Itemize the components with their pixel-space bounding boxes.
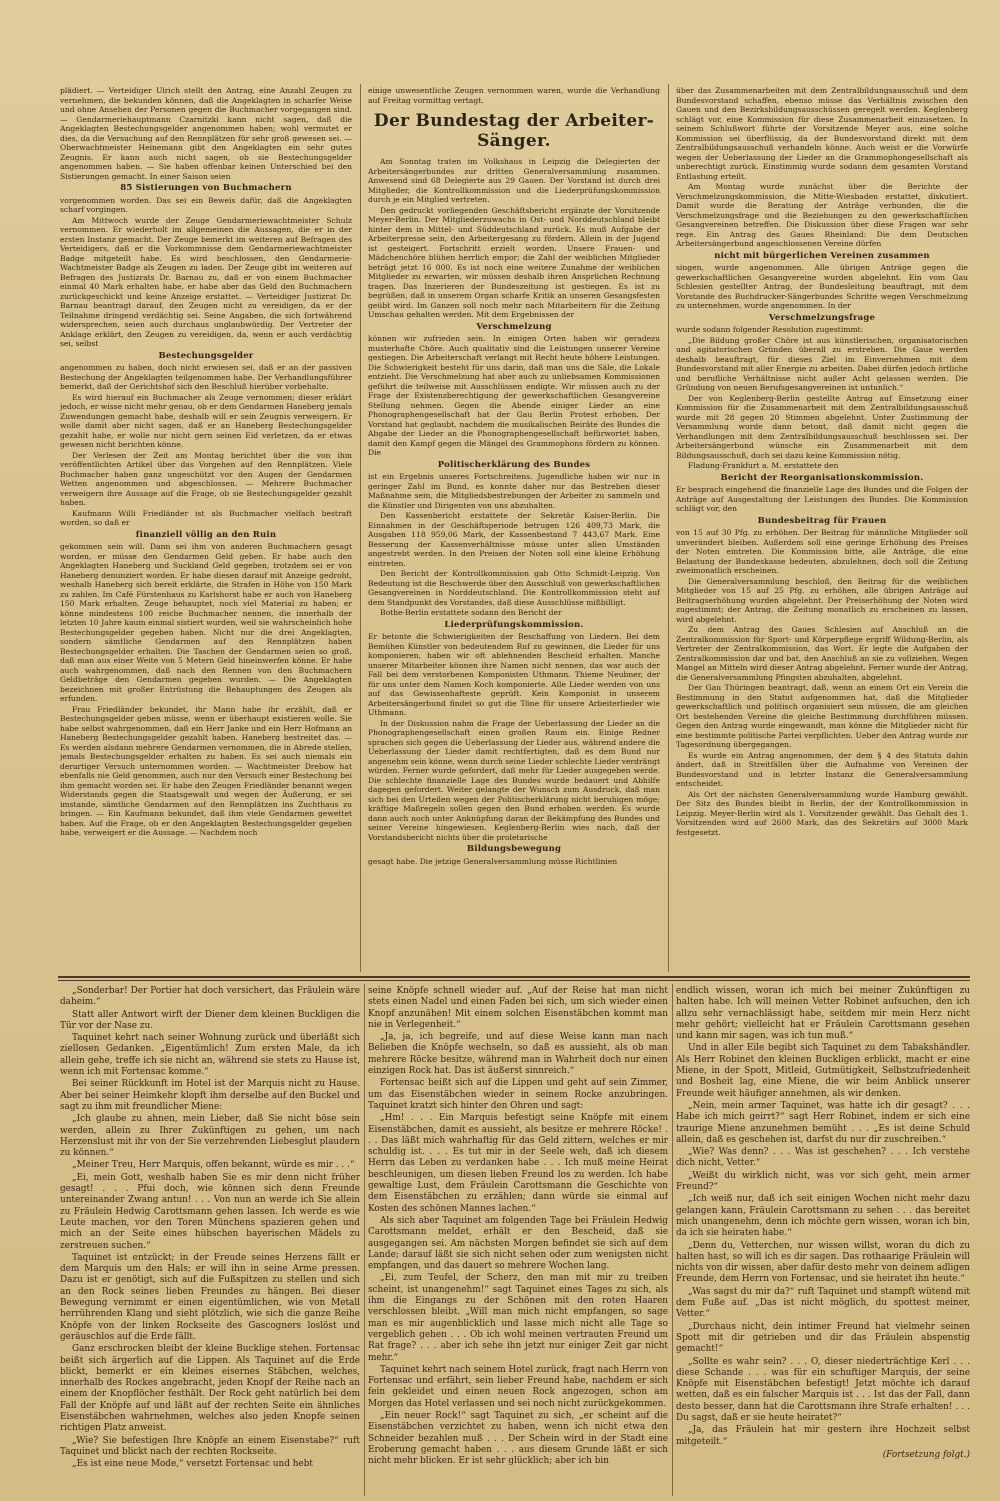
paragraph: „Weißt du wirklich nicht, was vor sich geht, mein armer Freund?“: [676, 1170, 970, 1193]
paragraph: Fortensac beißt sich auf die Lippen und geht auf sein Zimmer, um das Eisenstäbchen wieder in seinem Rocke anzubringen. Taquinet kratzt sich hinter den Ohren und sagt:: [368, 1078, 668, 1111]
subheading: Bestechungsgelder: [158, 350, 254, 361]
article-column-saenger: [368, 86, 660, 971]
paragraph: „Ein neuer Rock!“ sagt Taquinet zu sich, „er scheint auf die Eisenstäbchen verzichtet zu haben, wenn ich nicht etwa den Schneider bezahlen muß . . . Der Schein wird in der Stadt eine Eroberung gemacht haben . . . aus diesem Grunde läßt er sich nicht mehr blicken. Er ist sehr glücklich; aber ich bin: [368, 1410, 668, 1467]
subheading: nicht mit bürgerlichen Vereinen zusammen: [714, 250, 930, 261]
paragraph: singen, wurde angenommen. Alle übrigen Anträge gegen die gewerkschaftlichen Gesangvereine wurden abgelehnt. Ein vom Gau Schlesien gestellter Antrag, der Bundesleitung beauftragt, mit dem Vorstande des Buchdrucker-Sängerbundes Schritte wegen Verschmelzung zu unternehmen, wurde angenommen. In der: [676, 263, 968, 310]
paragraph: endlich wissen, woran ich mich bei meiner Zukünftigen zu halten habe. Ich will meinen Vetter Robinet aufsuchen, den ich allzu sehr vernachlässigt habe, seitdem mir mein Herz nicht mehr gehört; vielleicht hat er Fräulein Carottsmann gesehen und kann mir sagen, was ich tun muß.“: [676, 986, 970, 1042]
paragraph: Die Generalversammlung beschloß, den Beitrag für die weiblichen Mitglieder von 15 auf 25 Pfg. zu erhöhen, alle übrigen Anträge auf Beitragserhöhung wurden abgelehnt. Der Preiserhöhung der Noten wird zugestimmt; der Antrag, die Zeitung monatlich zu erscheinen zu lassen, wird abgelehnt.: [676, 576, 968, 624]
paragraph: „Wie? Was denn? . . . Was ist geschehen? . . . Ich verstehe dich nicht, Vetter.“: [676, 1147, 970, 1169]
paragraph: „Was sagst du mir da?“ ruft Taquinet und stampft wütend mit dem Fuße auf. „Das ist nicht möglich, du spottest meiner, Vetter.“: [676, 1286, 970, 1320]
paragraph: Taquinet kehrt nach seinem Hotel zurück, fragt nach Herrn von Fortensac und erfährt, sein lieber Freund habe, nachdem er sich fein gekleidet und einen neuen Rock angezogen, schon am Morgen das Hotel verlassen und sei noch nicht zurückgekommen.: [368, 1364, 668, 1409]
paragraph: „Meiner Treu, Herr Marquis, offen bekannt, würde es mir . . .“: [72, 1160, 355, 1171]
paragraph: „Hm! . . . Ein Marquis befestigt seine Knöpfe mit einem Eisenstäbchen, damit es aussieht, als besitze er mehrere Röcke! . . . Das läßt mich wahrhaftig für das Geld zittern, welches er mir schuldig ist. . . . Es tut mir in der Seele weh, daß ich diesem Herrn das Leben zu verdanken habe . . . Ich muß meine Heirat beschleunigen, um diesen lieben Freund los zu werden. Ich habe gewaltige Lust, dem Fräulein Carottsmann die Geschichte von dem Eisenstäbchen zu erzählen; dann würde sie einmal auf Kosten des schönen Mannes lachen.“: [368, 1113, 668, 1214]
paragraph: Fladung-Frankfurt a. M. erstattete den: [688, 461, 839, 470]
paragraph: „Sollte es wahr sein? . . . O, dieser niederträchtige Kerl . . . diese Schande . . . was für ein schuftiger Marquis, der seine Knöpfe mit Eisenstäbchen befestigt! Jetzt möchte ich darauf wetten, daß es ein falscher Marquis ist . . . Ist das der Fall, dann desto besser, dann hat die Carottsmann ihre Strafe erhalten! . . . Du sagst, daß er sie heute heiratet?“: [676, 1356, 970, 1423]
paragraph: „Die Bildung großer Chöre ist aus künstlerischen, organisatorischen und agitatorischen Gründen überall zu erstreben. Die Gaue werden deshalb beauftragt, für dieses Ziel im Einvernehmen mit dem Bundesvorstand mit aller Energie zu arbeiten. Dabei dürfen jedoch örtliche und berufliche Verhältnisse nicht außer Acht gelassen werden. Die Gründung von neuen Berufsgesangvereinen ist untunlich.“: [676, 335, 968, 392]
serial-column-1: [60, 986, 360, 1496]
paragraph: Als sich aber Taquinet am folgenden Tage bei Fräulein Hedwig Carottsmann meldet, erhält er den Bescheid, daß sie ausgegangen sei. Am nächsten Morgen befindet sie sich auf dem Lande; darauf läßt sie sich nicht sehen oder zum wenigsten nicht empfangen, und das dauert so mehrere Wochen lang.: [368, 1215, 668, 1272]
subheading: Verschmelzungsfrage: [768, 312, 876, 323]
column-divider: [672, 984, 673, 1496]
paragraph: „Ei, mein Gott, weshalb haben Sie es mir denn nicht früher gesagt! . . . Pfui doch, wie können sich denn Freunde untereinander Zwang antun! . . . Von nun an werde ich Sie allein zu Fräulein Hedwig Carottsmann gehen lassen. Ich werde es wie Leute machen, vor den Toren Münchens spazieren gehen und mich an der Seite eines hübschen bayerischen Mädels zu zerstreuen suchen.“: [60, 1172, 360, 1251]
paragraph: wurde sodann folgender Resolution zugestimmt:: [676, 325, 864, 334]
paragraph: Den Bericht der Kontrollkommission gab Otto Schmidt-Leipzig. Von Bedeutung ist die Beschwerde über den Ausschluß von gewerkschaftlichen Gesangvereinen in Norddeutschland. Die Kontrollkommission steht auf dem Standpunkt des Vorstandes, daß diese Ausschlüsse mißbilligt.: [368, 569, 660, 607]
paragraph: gesagt habe. Die jetzige Generalversammlung müsse Richtlinien: [368, 856, 618, 866]
paragraph: plädiert. — Verteidiger Ulrich stellt den Antrag, eine Anzahl Zeugen zu vernehmen, die bekunden können, daß die Angeklagten in scharfer Weise und ohne Ansehen der Personen gegen die Buchmacher vorgegangen sind. — Gendarmeriehauptmann Czarnitzki kann nicht sagen, daß die Angeklagten Bestechungsgelder angenommen haben; wohl vermutet er dies, da die Versuchung auf den Rennplätzen für sehr groß gewesen sei. — Oberwachtmeister Heinemann gibt den Angeklagten ein sehr gutes Zeugnis. Er kann auch nicht sagen, ob sie Bestechungsgelder angenommen haben. — Sie haben offenbar keinen Unterschied bei den Sistierungen gemacht. In einer Saison seien: [60, 86, 352, 181]
serial-column-2: [368, 986, 668, 1496]
paragraph: Ganz erschrocken bleibt der kleine Bucklige stehen. Fortensac beißt sich ärgerlich auf die Lippen. Als Taquinet auf die Erde blickt, bemerkt er ein kleines eisernes Stäbchen, welches, innerhalb des Rockes angebracht, jeden Knopf der Reihe nach an einem der Knopflöcher festhält. Der Rock geht natürlich bei dem Fall der Knöpfe auf und läßt auf der rechten Seite ein ähnliches Eisenstäbchen wahrnehmen, welches also jeden Knopfe seinen richtigen Platz anweist.: [60, 1344, 360, 1434]
paragraph: Der von Keglenberg-Berlin gestellte Antrag auf Einsetzung einer Kommission für die Zusammenarbeit mit dem Zentralbildungsausschuß wurde mit 28 gegen 20 Stimmen abgelehnt. Unter Zustimmung der Versammlung wurde dann betont, daß damit nicht gegen die Verhandlungen mit dem Zentralbildungsausschuß beschlossen sei. Der Arbeitersängerbund wünsche ein Zusammenarbeit mit dem Bildungsausschuß, doch sei dazu keine Kommission nötig.: [676, 393, 968, 460]
paragraph: „Es ist eine neue Mode,“ versetzt Fortensac und hebt: [72, 1459, 313, 1470]
paragraph: Es wurde ein Antrag angenommen, der dem § 4 des Statuts dahin ändert, daß in Streitfällen über die Aufnahme von Vereinen der Bundesvorstand und in letzter Instanz die Generalversammlung entscheidet.: [676, 750, 968, 788]
paragraph: „Durchaus nicht, dein intimer Freund hat vielmehr seinen Spott mit dir getrieben und dir das Fräulein abspenstig gemacht!“: [676, 1321, 970, 1355]
paragraph: Bothe-Berlin erstattete sodann den Bericht der: [380, 608, 562, 617]
continuation-note: (Fortsetzung folgt.): [882, 1449, 970, 1460]
subheading: Bildungsbewegung: [466, 844, 562, 854]
paragraph: Den Kassenbericht erstattete der Sekretär Kaiser-Berlin. Die Einnahmen in der Geschäftsperiode betrugen 126 409,73 Mark, die Ausgaben 118 959,06 Mark, der Kassenbestand 7 443,67 Mark. Eine Besserung der Kassenverhältnisse müsse unter allen Umständen angestrebt werden. In den Preisen der Noten soll eine kleine Erhöhung eintreten.: [368, 511, 660, 568]
paragraph: „Ich glaube zu ahnen, mein Lieber, daß Sie nicht böse sein werden, allein zu Ihrer Zukünftigen zu gehen, um nach Herzenslust mit ihr von der Sie verzehrenden Liebesglut plaudern zu können.“: [60, 1114, 360, 1159]
paragraph: gekommen sein will. Dann sei ihm von anderen Buchmachern gesagt worden, er müsse den Gendarmen Geld geben. Er habe auch den Angeklagten Haneberg und Suckland Geld gegeben, trotzdem sei er von Haneberg denunziert worden. Er habe diesen darauf mit Anzeige gedroht, weshalb Haneberg sich bereit erklärte, die Strafen in Höhe von 150 Mark zu zahlen. Im Café Fürstenhaus zu Karlshorst habe er auch von Haneberg 150 Mark erhalten. Zeuge behauptet, noch viel Material zu haben; er könne mindestens 100 reiche Buchmacher nennen, die innerhalb der letzten 10 Jahre kaum einmal sistiert wurden, weil sie wahrscheinlich hohe Bestechungsgelder gegeben haben. Nicht nur die drei Angeklagten, sondern sämtliche Gendarmen auf den Rennplätzen haben Bestechungsgelder erhalten. Die Taschen der Gendarmen seien so groß, daß man aus einer Weite von 5 Metern Geld hineinwerfen könne. Er habe auch wahrgenommen, daß nach den Rennen von den Buchmachern Geldbeträge den Gendarmen gegeben wurden. — Die Angeklagten bezeichnen mit großer Entrüstung die Behauptungen des Zeugen als erfunden.: [60, 542, 352, 703]
subheading: Verschmelzung: [476, 321, 552, 332]
paragraph: über das Zusammenarbeiten mit dem Zentralbildungsausschuß und dem Bundesvorstand schaffen, ebenso müsse das Verhältnis zwischen den Gauen und den Bezirksbildungsausschüssen geregelt werden. Keglenberg schlägt vor, eine Kommission für diese Zusammenarbeit einzusetzen. In seinem Schlußwort führte der Vorsitzende Meyer aus, eine solche Kommission sei überflüssig, da der Bundesvorstand direkt mit dem Zentralbildungsausschuß verhandeln könne. Auch weist er die Vorwürfe wegen der Ueberlassung der Lieder an die Grammophongesellschaft als unberechtigt zurück. Einstimmig wurde sodann dem gesamten Vorstand Entlastung erteilt.: [676, 86, 968, 181]
paragraph: „Ich weiß nur, daß ich seit einigen Wochen nicht mehr dazu gelangen kann, Fräulein Carottsmann zu sehen . . . das bereitet mich unangenehm, denn ich möchte gern wissen, woran ich bin, da ich sie heiraten habe.“: [676, 1194, 970, 1239]
paragraph: Als Ort der nächsten Generalversammlung wurde Hamburg gewählt. Der Sitz des Bundes bleibt in Berlin, der der Kontrollkommission in Leipzig. Meyer-Berlin wird als 1. Vorsitzender gewählt. Das Gehalt des 1. Vorsitzenden wird auf 2600 Mark, das des Sekretärs auf 3000 Mark festgesetzt.: [676, 789, 968, 837]
paragraph: Der Gau Thüringen beantragt, daß, wenn an einem Ort ein Verein die Bestimmung in den Statut aufgenommen hat, daß die Mitglieder gewerkschaftlich und politisch organisiert sein müssen, die am gleichen Ort bestehenden Vereine die gleiche Bestimmung durchführen müssen. Gegen den Antrag wurde eingewandt, man könne die Mitglieder nicht für eine bestimmte politische Partei verpflichten. Ueber den Antrag wurde zur Tagesordnung übergegangen.: [676, 683, 968, 749]
paragraph: Den gedruckt vorliegenden Geschäftsbericht ergänzte der Vorsitzende Meyer-Berlin. Der Mitgliederzuwachs in Ost- und Norddeutschland bleibt hinter dem in Mittel- und Süddeutschland zurück. Es muß Aufgabe der Arbeiterpresse sein, den Arbeitergesang zu fördern. Allein in der Jugend ist gesteigert. Fortschritt erzielt worden. Unsere Frauen- und Mädchenchöre blühen herrlich empor; die Zahl der weiblichen Mitglieder beträgt jetzt 16 000. Es ist noch eine weitere Zunahme der weiblichen Mitglieder zu erwarten, wir müssen deshalb ihren Ansprüchen Rechnung tragen. Das Inzerieren der Bundeszeitung ist gestiegen. Es ist zu begrüßen, daß in unserem Organ scharfe Kritik an unseren Gesangsfesten geübt wird. Im Ganzen soll noch mehr nach Mitarbeitern für die Zeitung Umschau gehalten werden. Mit dem Ergebnissen der: [368, 205, 660, 319]
paragraph: von 15 auf 30 Pfg. zu erhöhen. Der Beitrag für männliche Mitglieder soll unverändert bleiben. Außerdem soll eine geringe Erhöhung des Preises der Noten eintreten. Die Kommission bitte, alle Anträge, die eine Belastung der Bundeskasse bedeuten, abzulehnen, doch soll die Zeitung zweimonatlich erscheinen.: [676, 528, 968, 575]
paragraph: Taquinet ist entzückt; in der Freude seines Herzens fällt er dem Marquis um den Hals; er will ihn in seine Arme pressen. Dazu ist er genötigt, sich auf die Fußspitzen zu stellen und sich an den Rock seines lieben Freundes zu hängen. Bei dieser Bewegung vernimmt er einen eigentümlichen, wie von Metall herrührenden Klang und sieht plötzlich, wie sich die ganze Reihe Knöpfe von der linken Rockseite des Gascogners loslöst und geräuschlos auf die Erde fällt.: [60, 1252, 360, 1342]
article-column-saenger-cont: [676, 86, 968, 971]
paragraph: „Sonderbar! Der Portier hat doch versichert, das Fräulein wäre daheim.“: [60, 986, 360, 1008]
article-headline: Der Bundestag der Arbeiter-Sänger.: [373, 111, 655, 151]
feuilleton-divider-thin: [58, 980, 970, 981]
paragraph: ist ein Ergebnis unseres Fortschreitens. Jugendliche haben wir nur in geringer Zahl im Bund, es konnte daher nur das Bestreben dieser Maßnahme sein, die Mitgliedsbestrebungen der Arbeiter zu sammeln und die Künstler und Dirigenten von uns abzuhalten.: [368, 472, 660, 510]
feuilleton-divider: [58, 976, 970, 978]
subheading: Liederprüfungskommission.: [444, 619, 584, 630]
paragraph: In der Diskussion nahm die Frage der Ueberlassung der Lieder an die Phonographengesellschaft einen großen Raum ein. Einige Redner sprachen sich gegen die Ueberlassung der Lieder aus, während andere die Ueberlassung der Lieder damit rechtfertigten, daß es dem Bund nur angenehm sein könne, wenn durch seine Lieder schlechte Lieder verdrängt würden. Ferner wurde gefordert, daß mehr für Lieder ausgegeben werde. Die schlechte finanzielle Lage des Bundes wurde bedauert und Abhilfe dagegen gefordert. Weiter gelangte der Wunsch zum Ausdruck, daß man sich bei den Urteilen wegen der Politischerklärung nicht beruhigen möge; kräftige Maßregeln sollen gegen den Bund erhoben werden. Es wurde dann auch noch unter Anknüpfung daran der Bekämpfung des Bundes und seiner Vereine hingewiesen. Keglenberg-Berlin wies nach, daß der Vorstandsbericht nichts über die proletarische: [368, 718, 660, 842]
paragraph: „Wie? Sie befestigen Ihre Knöpfe an einem Eisenstabe?“ ruft Taquinet und blickt nach der rechten Rockseite.: [60, 1435, 360, 1457]
paragraph: Statt aller Antwort wirft der Diener dem kleinen Buckligen die Tür vor der Nase zu.: [60, 1009, 360, 1031]
subheading: 85 Sistierungen von Buchmachern: [120, 183, 292, 193]
paragraph: vorgenommen worden. Das sei ein Beweis dafür, daß die Angeklagten scharf vorgingen.: [60, 195, 352, 214]
paragraph: Er betonte die Schwierigkeiten der Beschaffung von Liedern. Bei dem Bemühen Künstler von bedeutendem Ruf zu gewinnen, die Lieder für uns komponieren, haben wir oft ablehnenden Bescheid erhalten. Manche unserer Mitarbeiter können ihre Namen nicht nennen, das war auch der Fall bei dem verstorbenen Komponisten Uthmann. Thieme Neubner, der für uns unter dem Namen Koch komponierte. Alle Lieder werden von uns auf das Gewissenhafteste geprüft. Kein Komponist in unserem Arbeitersängerbund findet so gut die Töne für unsere Arbeiterlieder wie Uthmann.: [368, 632, 660, 717]
paragraph: Kaufmann Willi Friedländer ist als Buchmacher vielfach bestraft worden, so daß er: [60, 508, 352, 527]
paragraph: Frau Friedländer bekundet, ihr Mann habe ihr erzählt, daß er Bestechungsgelder geben müsse, wenn er überhaupt existieren wolle. Sie habe selbst wahrgenommen, daß ein Herr Janke und ein Herr Hofmann an Haneberg Bestechungsgelder gezahlt haben. Haneberg bestreitet das. — Es werden alsdann mehrere Gendarmen vernommen, die in Abrede stellen, jemals Bestechungsgelder erhalten zu haben. Es sei auch niemals ein derartiger Versuch unternommen worden. — Wachtmeister Drebow hat ebenfalls nie Geld genommen, auch nur den Versuch einer Bestechung bei ihm gemacht worden sei. Er habe den Zeugen Friedländer benannt wegen Widerstands gegen die Staatsgewalt und wegen der Äußerung, er sei imstande, sämtliche Gendarmen auf den Rennplätzen ins Zuchthaus zu bringen. — Ein Kaufmann bekundet, daß ihm viele Gendarmen gewettet haben. Auf die Frage, ob er den Angeklagten Bestechungsgelder gegeben habe, verweigert er die Aussage. — Nachdem noch: [60, 704, 352, 837]
paragraph: Am Sonntag traten im Volkshaus in Leipzig die Delegierten der Arbeitersängerbundes zur dritten Generalversammlung zusammen. Anwesend sind 68 Delegierte aus 29 Gauen. Der Vorstand ist durch drei Mitglieder, die Kontrollkommission und die Liederprüfungskommission durch je ein Mitglied vertreten.: [368, 157, 660, 204]
subheading: Bundesbeitrag für Frauen: [757, 515, 887, 526]
paragraph: „Ja, ja, ich begreife, und auf diese Weise kann man nach Belieben die Knöpfe wechseln, so daß es aussieht, als ob man mehrere Röcke besitze, während man in Wahrheit doch nur einen einzigen Rock hat. Das ist äußerst sinnreich.“: [368, 1032, 668, 1077]
paragraph: Zu dem Antrag des Gaues Schlesien auf Anschluß an die Zentralkommission für Sport- und Körperpflege ergriff Wildung-Berlin, als Vertreter der Zentralkommission, das Wort. Er legte die Aufgaben der Zentralkommission dar und bat, den Anschluß an sie zu vollziehen. Wegen Mangel an Mitteln wird dieser Antrag abgelehnt. Ferner wurde der Antrag, die Generalversammlung Pfingsten abzuhalten, abgelehnt.: [676, 625, 968, 682]
subheading: Bericht der Reorganisationskommission.: [720, 472, 924, 483]
paragraph: Taquinet kehrt nach seiner Wohnung zurück und überläßt sich ziellosen Gedanken. „Eigentümlich! Zum ersten Male, da ich allein gehe, treffe ich sie nicht an, während sie stets zu Hause ist, wenn ich mit Fortensac komme.“: [60, 1033, 360, 1078]
paragraph: Am Mittwoch wurde der Zeuge Gendarmeriewachtmeister Schulz vernommen. Er wiederholt im allgemeinen die Aussagen, die er in der ersten Instanz gemacht. Der Zeuge bemerkt im weiteren auf Befragen des Verteidigers, daß er die Vorkommnisse dem Gendarmeriewachtmeister Badge mitgeteilt habe. Es wird beschlossen, den Gendarmerie-Wachtmeister Badge als Zeugen zu laden. Der Zeuge gibt im weiteren auf Befragen des Justizrats Dr. Barnau zu, daß er von einem Buchmacher einmal 40 Mark erhalten habe, er habe aber das Geld den Buchmachern zurückgeschickt und keine Anzeige erstattet. — Verteidiger Justizrat Dr. Barnau beantragt darauf, den Zeugen nicht zu vereidigen, da er der Teilnahme dringend verdächtig sei. Seine Angaben, die sich fortwährend widersprechen, seien auch durchaus unglaubwürdig. Der Vertreter der Anklage erklärt, den Zeugen zu vereidigen, da, wenn er auch verdächtig sei, selbst: [60, 215, 352, 348]
paragraph: können wir zufrieden sein. In einigen Orten haben wir geradezu musterhafte Chöre. Auch qualitativ sind die Leistungen unserer Vereine gestiegen. Die Arbeiterschaft verlangt mit Recht heute höhere Leistungen. Die Schwierigkeit besteht für uns darin, daß man uns die Säle, die Lokale entzieht. Die Verschmelzung hat aber auch zu unliebsamen Kommissionen geführt die teilweise mit Ausschlüssen endigte. Wir müssen auch zu der Frage der Existenzberechtigung der gewerkschaftlichen Gesangvereine Stellung nehmen. Gegen die Abende einiger Lieder an eine Phonographengesellschaft hat der Gau Berlin Protest erhoben. Der Vorstand hat geglaubt, nachdem die musikalischen Beiräte des Bundes die Abgabe der Lieder an die Phonographengesellschaft befürwortet haben, damit den Kampf gegen die Mängel des Grammophons fördern zu können. Die: [368, 334, 660, 457]
paragraph: „Ei, zum Teufel, der Scherz, den man mit mir zu treiben scheint, ist unangenehm!“ sagt Taquinet eines Tages zu sich, als ihm die Eingangs zu der Schönen mit den roten Haaren verschlossen bleibt. „Will man mich nicht empfangen, so sage man es mir augenblicklich und lasse mich nicht alle Tage so vergeblich gehen . . . Ob ich wohl meinen vertrauten Freund um Rat frage? . . . aber ich sehe ihn jetzt nur einiger Zeit gar nicht mehr.“: [368, 1273, 668, 1363]
paragraph: seine Knöpfe schnell wieder auf. „Auf der Reise hat man nicht stets einen Nadel und einen Faden bei sich, um sich wieder einen Knopf anzunähen! Mit einem solchen Eisenstäbchen kommt man nie in Verlegenheit.“: [368, 986, 668, 1030]
paragraph: Der Verlesen der Zeit am Montag berichtet über die von ihm veröffentlichten Artikel über das Vorgehen auf den Rennplätzen. Viele Buchmacher haben ganz ungeschützt vor den Augen der Gendarmen Wetten angenommen und abgeschlossen. — Mehrere Buchmacher verweigern ihre Aussage auf die Frage, ob sie Bestechungsgelder gezahlt haben.: [60, 450, 352, 507]
paragraph: „Nein, mein armer Taquinet, was hatte ich dir gesagt? . . . Habe ich mich geirrt?“ sagt Herr Robinet, indem er sich eine traurige Miene anzunehmen bemüht . . . „Es ist deine Schuld allein, daß es geschehen ist, darfst du nur dir zuschreiben.“: [676, 1100, 970, 1145]
article-column-trial: [60, 86, 352, 971]
paragraph: angenommen zu haben, doch nicht erwiesen sei, daß er an der passiven Bestechung der Angeklagten teilgenommen habe. Der Verhandlungsführer bemerkt, daß der Gerichtshof sich den Beschluß hierüber vorbehalte.: [60, 363, 352, 391]
paragraph: Es wird hierauf ein Buchmacher als Zeuge vernommen; dieser erklärt jedoch, er wisse nicht mehr genau, ob er dem Gendarmen Haneberg jemals Zuwendungen gemacht habe, deshalb will er sein Zeugnis verweigern. Er wolle damit aber nicht sagen, daß er an Haneberg Bestechungsgelder gezahlt habe, er wolle nur nicht gern seinen Eid verletzen, da er etwas gewesen nicht berichten könne.: [60, 392, 352, 449]
column-divider: [360, 84, 361, 972]
paragraph: Am Montag wurde zunächst über die Berichte der Verschmelzungskommission, die Mitte-Wiesbaden erstattet, diskutiert. Damit wurde die Beratung der Anträge verbunden, die die Verschmelzungsfrage und die Beziehungen zu den gewerkschaftlichen Gesangvereinen betreffen. Die Diskussion über diese Fragen war sehr rege. Ein Antrag des Gaues Rheinland: Die dem Deutschen Arbeitersängerbund angeschlossenen Vereine dürfen: [676, 182, 968, 248]
column-divider: [364, 984, 365, 1496]
paragraph: einige unwesentliche Zeugen vernommen waren, wurde die Verhandlung auf Freitag vormittag vertagt.: [368, 86, 660, 105]
paragraph: Er besprach eingehend die finanzielle Lage des Bundes und die Folgen der Anträge auf Ausgestaltung der Leistungen des Bundes. Die Kommission schlägt vor, den: [676, 485, 968, 513]
paragraph: Bei seiner Rückkunft im Hotel ist der Marquis nicht zu Hause. Aber bei seiner Heimkehr klopft ihm derselbe auf den Buckel und sagt zu ihm mit freundlicher Miene:: [60, 1079, 360, 1112]
subheading: Politischerklärung des Bundes: [437, 459, 591, 470]
column-divider: [668, 84, 669, 972]
paragraph: „Ja, das Fräulein hat mir gestern ihre Hochzeit selbst mitgeteilt.“: [676, 1425, 970, 1447]
serial-column-3: [676, 986, 970, 1496]
paragraph: „Denn du, Vetterchen, nur wissen willst, woran du dich zu halten hast, so will ich es dir sagen. Das rothaarige Fräulein will nichts von dir wissen, aber dafür desto mehr von deinem adligen Freunde, dem Herrn von Fortensac, und sie heiratet ihn heute.“: [676, 1240, 970, 1285]
subheading: finanziell völlig an den Ruin: [135, 529, 277, 540]
paragraph: Und in aller Eile begibt sich Taquinet zu dem Tabakshändler. Als Herr Robinet den kleinen Buckligen erblickt, macht er eine Miene, in der Spott, Mitleid, Gutmütigkeit, Selbstzufriedenheit und Bosheit lag, eine Miene, die wir beim Anblick unserer Freunde weit häufiger annehmen, als wir denken.: [676, 1043, 970, 1099]
